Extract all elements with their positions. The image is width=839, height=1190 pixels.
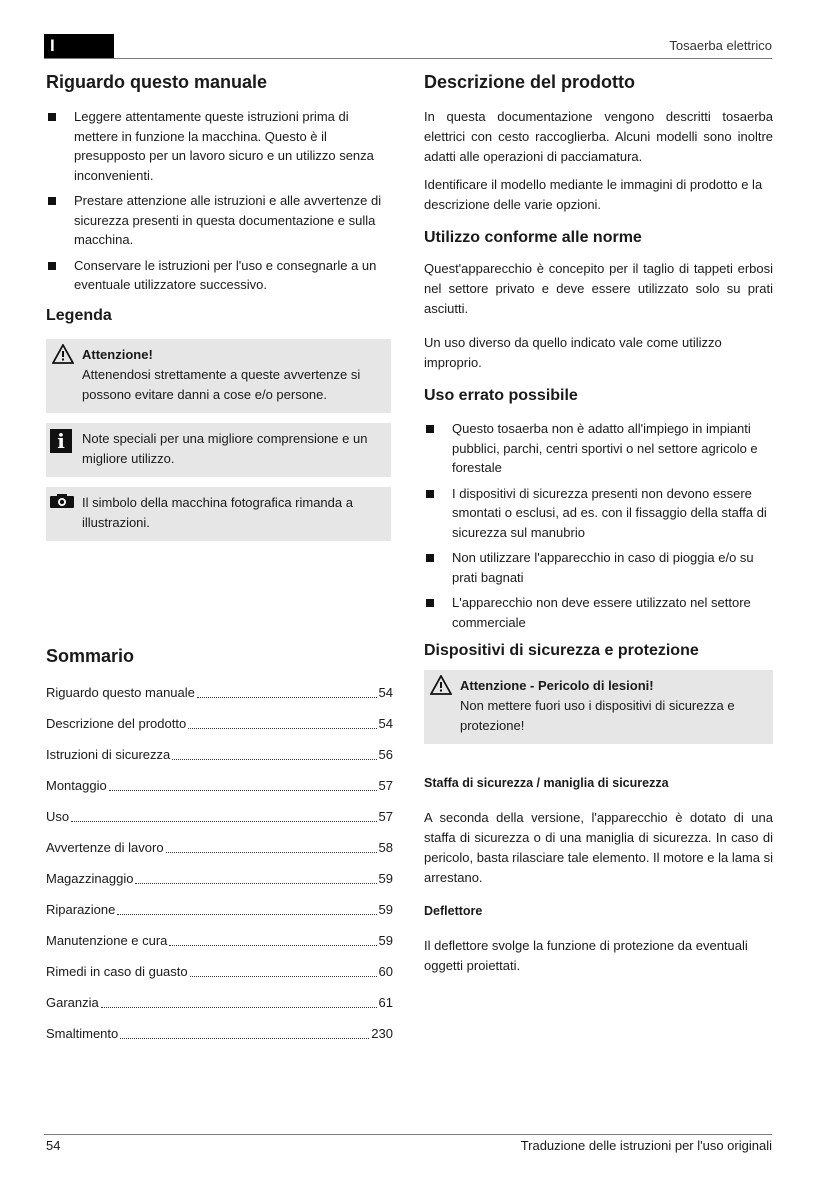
language-tab-label: I bbox=[50, 36, 55, 55]
intended-use-heading: Utilizzo conforme alle norme bbox=[424, 229, 642, 246]
left-column bbox=[46, 72, 391, 541]
camera-icon bbox=[50, 494, 74, 508]
list-item: Conservare le istruzioni per l'uso e consegnarle a un eventuale utilizzatore successivo. bbox=[46, 256, 391, 295]
deflector-heading: Deflettore bbox=[424, 904, 483, 918]
toc-heading: Sommario bbox=[46, 646, 135, 666]
toc-entry[interactable]: Manutenzione e cura 59 bbox=[46, 933, 393, 948]
list-item: I dispositivi di sicurezza presenti non devono essere smontati o esclusi, ad es. con il fissaggio della staffa di sicurezza sul manubrio bbox=[424, 484, 773, 543]
list-item: Prestare attenzione alle istruzioni e alle avvertenze di sicurezza presenti in questa documentazione e sulla macchina. bbox=[46, 191, 391, 250]
language-tab bbox=[44, 34, 114, 59]
toc-entry[interactable]: Smaltimento 230 bbox=[46, 1026, 393, 1041]
safety-warning-text: Non mettere fuori uso i dispositivi di sicurezza e protezione! bbox=[460, 698, 735, 733]
list-item: Leggere attentamente queste istruzioni prima di mettere in funzione la macchina. Questo è il presupposto per un lavoro sicuro e un utilizzo senza inconvenienti. bbox=[46, 107, 391, 185]
warning-triangle-icon bbox=[430, 675, 452, 695]
toc-entry[interactable]: Descrizione del prodotto 54 bbox=[46, 716, 393, 731]
bullet-square-icon bbox=[426, 425, 434, 433]
about-bullets bbox=[46, 107, 391, 295]
misuse-bullets bbox=[424, 419, 773, 632]
toc-entry[interactable]: Istruzioni di sicurezza 56 bbox=[46, 747, 393, 762]
safety-warning-box bbox=[424, 670, 773, 744]
bullet-square-icon bbox=[426, 554, 434, 562]
page-number: 54 bbox=[46, 1138, 61, 1153]
bullet-square-icon bbox=[426, 599, 434, 607]
intended-use-paragraph-2: Un uso diverso da quello indicato vale come utilizzo improprio. bbox=[424, 335, 722, 370]
legend-camera-box bbox=[46, 487, 391, 541]
footer-note: Traduzione delle istruzioni per l'uso originali bbox=[520, 1138, 772, 1153]
safety-heading: Dispositivi di sicurezza e protezione bbox=[424, 642, 699, 659]
legend-heading: Legenda bbox=[46, 306, 112, 324]
list-item: L'apparecchio non deve essere utilizzato nel settore commerciale bbox=[424, 593, 773, 632]
misuse-heading: Uso errato possibile bbox=[424, 387, 578, 404]
top-divider bbox=[44, 58, 772, 59]
legend-camera-text: Il simbolo della macchina fotografica rimanda a illustrazioni. bbox=[82, 494, 353, 530]
toc-entry[interactable]: Uso 57 bbox=[46, 809, 393, 824]
legend-warning-title: Attenzione! bbox=[82, 346, 153, 362]
legend-warning-box bbox=[46, 339, 391, 413]
toc-entry[interactable]: Rimedi in caso di guasto 60 bbox=[46, 964, 393, 979]
product-heading: Descrizione del prodotto bbox=[424, 72, 636, 92]
legend-warning-text: Attenendosi strettamente a queste avvertenze si possono evitare danni a cose e/o persone. bbox=[82, 366, 361, 402]
bullet-square-icon bbox=[48, 197, 56, 205]
toc-entry[interactable]: Avvertenze di lavoro 58 bbox=[46, 840, 393, 855]
list-item: Non utilizzare l'apparecchio in caso di pioggia e/o su prati bagnati bbox=[424, 548, 773, 587]
safety-bar-heading: Staffa di sicurezza / maniglia di sicurezza bbox=[424, 776, 669, 790]
legend-info-text: Note speciali per una migliore comprensione e un migliore utilizzo. bbox=[82, 430, 368, 466]
warning-triangle-icon bbox=[52, 344, 74, 364]
safety-warning-title: Attenzione - Pericolo di lesioni! bbox=[460, 678, 654, 693]
about-heading: Riguardo questo manuale bbox=[46, 72, 268, 92]
bottom-divider bbox=[44, 1134, 772, 1135]
info-icon: i bbox=[50, 429, 72, 453]
product-paragraph-1: In questa documentazione vengono descritti tosaerba elettrici con cesto raccoglierba. Alcuni modelli sono inoltre adatti alle operazioni di pacciamatura. bbox=[424, 109, 773, 164]
bullet-square-icon bbox=[48, 113, 56, 121]
right-column bbox=[424, 72, 773, 984]
safety-bar-text: A seconda della versione, l'apparecchio è dotato di una staffa di sicurezza o di una maniglia di sicurezza. In caso di pericolo, basta rilasciare tale elemento. Il motore e la lama si arrestano. bbox=[424, 810, 773, 885]
toc-entry[interactable]: Riparazione 59 bbox=[46, 902, 393, 917]
intended-use-paragraph-1: Quest'apparecchio è concepito per il taglio di tappeti erbosi nel settore privato e deve essere utilizzato solo su prati asciutti. bbox=[424, 261, 773, 316]
running-header-title: Tosaerba elettrico bbox=[669, 38, 772, 53]
toc-section bbox=[46, 646, 393, 1055]
toc-entry[interactable]: Magazzinaggio 59 bbox=[46, 871, 393, 886]
bullet-square-icon bbox=[426, 490, 434, 498]
legend-info-box bbox=[46, 423, 391, 477]
deflector-text: Il deflettore svolge la funzione di protezione da eventuali oggetti proiettati. bbox=[424, 938, 748, 973]
list-item: Questo tosaerba non è adatto all'impiego in impianti pubblici, parchi, centri sportivi o nel settore agricolo e forestale bbox=[424, 419, 773, 478]
toc-entry[interactable]: Riguardo questo manuale 54 bbox=[46, 685, 393, 700]
product-paragraph-2: Identificare il modello mediante le immagini di prodotto e la descrizione delle varie opzioni. bbox=[424, 177, 763, 212]
toc-entry[interactable]: Montaggio 57 bbox=[46, 778, 393, 793]
toc-entry[interactable]: Garanzia 61 bbox=[46, 995, 393, 1010]
bullet-square-icon bbox=[48, 262, 56, 270]
